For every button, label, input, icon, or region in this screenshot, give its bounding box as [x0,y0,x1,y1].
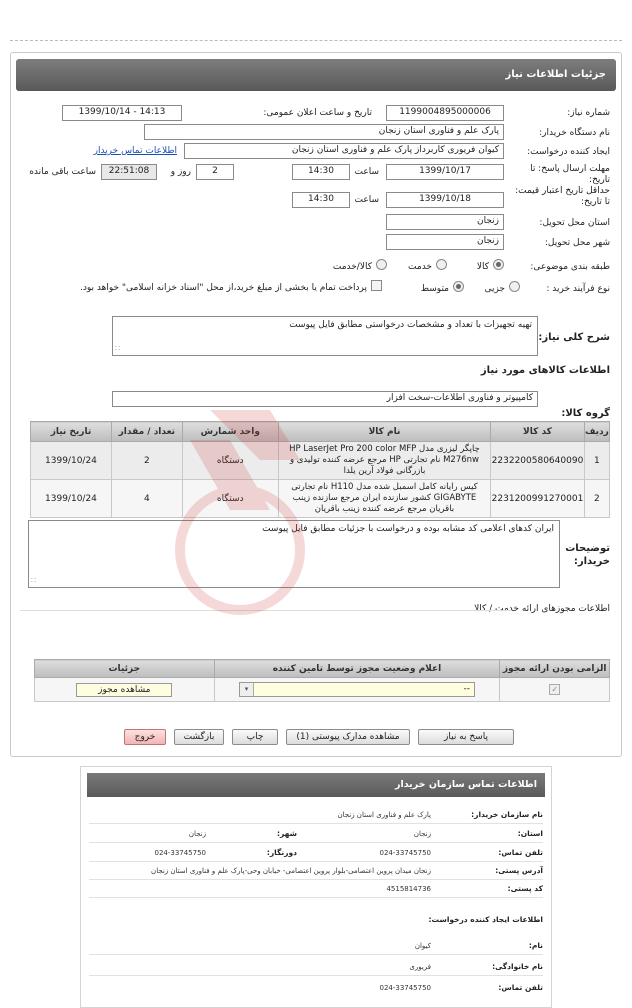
view-permit-button[interactable]: مشاهده مجوز [76,683,172,697]
address-value: زنجان میدان پروین اعتصامی-بلوار پروین اعتصامی- خیابان وحی-پارک علم و فناوری استان زنجان [151,867,431,875]
cell-details [35,678,215,702]
contact-card-header: اطلاعات تماس سازمان خریدار [87,773,545,797]
items-header-row [31,422,610,442]
process-minor-label: جزیی [484,284,505,294]
deadline-time-label: ساعت [354,167,379,177]
announce-field: 1399/10/14 - 14:13 [62,105,182,121]
cell-mandatory [500,678,610,702]
summary-text: تهیه تجهیزات با تعداد و مشخصات درخواستی مطابق فایل پیوست [289,320,532,330]
permits-divider [20,610,512,611]
category-label: طبقه بندی موضوعی: [530,262,610,272]
category-goods-label: کالا [476,262,489,272]
permits-table [34,659,610,702]
buyer-contact-link[interactable]: اطلاعات تماس خریدار [93,146,177,156]
deadline-time-field: 14:30 [292,164,350,180]
col-row: ردیف [584,422,609,442]
org-value: پارک علم و فناوری استان زنجان [337,811,431,819]
days-label: روز و [170,167,191,177]
deadline-label: مهلت ارسال پاسخ: تا تاریخ: [530,164,610,185]
validity-time-field: 14:30 [292,192,350,208]
col-unit: واحد شمارش [182,422,278,442]
cell-code: 2231200991270001 [491,480,585,518]
divider [89,842,543,843]
category-both-label: کالا/خدمت [332,262,372,272]
divider [89,861,543,862]
phone-label: تلفن تماس: [498,848,543,857]
city-label: شهر: [277,829,297,838]
permits-title: اطلاعات مجوزهای ارائه خدمت / کالا [474,604,610,614]
buyer-org-label: نام دستگاه خریدار: [539,128,610,138]
table-row [31,442,610,480]
col-details: جزئیات [35,660,215,678]
cell-row: 1 [584,442,609,480]
city-label: شهر محل تحویل: [544,238,610,248]
col-qty: تعداد / مقدار [111,422,182,442]
need-number-label: شماره نیاز: [567,108,610,118]
exit-button[interactable]: خروج [124,729,166,745]
announce-label: تاریخ و ساعت اعلان عمومی: [263,108,372,118]
top-divider [10,40,622,41]
remaining-label: ساعت باقی مانده [29,167,96,177]
col-code: کد کالا [491,422,585,442]
status-select-value: -- [463,684,470,694]
goods-group-label: گروه کالا: [561,408,610,419]
back-button[interactable]: بازگشت [174,729,224,745]
print-button[interactable]: چاپ [232,729,278,745]
last-name-value: فریوری [409,963,431,971]
cell-status [214,678,500,702]
fax-label: دورنگار: [266,848,297,857]
validity-time-label: ساعت [354,195,379,205]
first-name-value: کیوان [414,942,431,950]
category-radio-goods[interactable] [493,259,504,270]
table-row [31,480,610,518]
creator-field: کیوان فریوری کاربرداز پارک علم و فناوری استان زنجان [184,143,504,159]
buyer-notes-label: توضیحات خریدار: [565,543,610,567]
cell-date: 1399/10/24 [31,480,112,518]
remaining-time-field: 22:51:08 [101,164,157,180]
summary-label: شرح کلی نیاز: [538,332,610,343]
divider [89,879,543,880]
category-radio-both[interactable] [376,259,387,270]
creator-phone-value: 024-33745750 [379,984,431,992]
buyer-contact-card [80,766,552,1008]
creator-label: ایجاد کننده درخواست: [527,147,610,157]
province-label: استان: [517,829,543,838]
col-mandatory: الزامی بودن ارائه مجوز [500,660,610,678]
treasury-checkbox[interactable] [371,280,382,291]
items-table [30,421,610,518]
panel-header: جزئیات اطلاعات نیاز [16,59,616,91]
divider [89,897,543,898]
first-name-label: نام: [528,941,543,950]
buyer-org-field: پارک علم و فناوری استان زنجان [144,124,504,140]
resize-handle-icon[interactable]: ∷ [115,344,121,353]
table-row [35,678,610,702]
need-number-field: 1199004895000006 [386,105,504,121]
org-label: نام سازمان خریدار: [471,810,543,819]
deadline-date-field: 1399/10/17 [386,164,504,180]
city-value: زنجان [188,830,206,838]
process-medium-label: متوسط [420,284,449,294]
cell-code: 2232200580640090 [491,442,585,480]
buyer-notes-text: ایران کدهای اعلامی کد مشابه بوده و درخواست با جزئیات مطابق فایل پیوست [262,524,554,534]
process-radio-minor[interactable] [509,281,520,292]
cell-qty: 4 [111,480,182,518]
province-label: استان محل تحویل: [539,218,610,228]
attachments-button[interactable]: مشاهده مدارک پیوستی (1) [286,729,410,745]
address-label: آدرس پستی: [495,866,543,875]
mandatory-checkbox: ✓ [549,684,560,695]
process-radio-medium[interactable] [453,281,464,292]
cell-name: چاپگر لیزری مدل HP LaserJet Pro 200 color MFP M276nw نام تجارتی HP مرجع عرضه کننده تولیدی و بازرگانی فولاد آرین یلدا [278,442,490,480]
col-name: نام کالا [278,422,490,442]
process-label: نوع فرآیند خرید : [546,284,610,294]
validity-label: حداقل تاریخ اعتبار قیمت: تا تاریخ: [515,186,610,207]
validity-date-field: 1399/10/18 [386,192,504,208]
cell-row: 2 [584,480,609,518]
cell-unit: دستگاه [182,442,278,480]
creator-phone-label: تلفن تماس: [498,983,543,992]
goods-info-title: اطلاعات کالاهای مورد نیاز [480,365,610,376]
last-name-label: نام خانوادگی: [492,962,543,971]
cell-qty: 2 [111,442,182,480]
col-status: اعلام وضعیت مجوز توسط تامین کننده [214,660,500,678]
province-field: زنجان [386,214,504,230]
permits-header-row [35,660,610,678]
chevron-down-icon[interactable]: ▾ [240,683,254,696]
goods-group-field: کامپیوتر و فناوری اطلاعات-سخت افزار [112,391,538,407]
category-service-label: خدمت [408,262,432,272]
resize-handle-icon[interactable]: ∷ [31,576,37,585]
cell-date: 1399/10/24 [31,442,112,480]
summary-textarea [112,316,538,356]
divider [89,975,543,976]
reply-button[interactable]: پاسخ به نیاز [418,729,514,745]
creator-info-title: اطلاعات ایجاد کننده درخواست: [428,915,543,924]
postal-label: کد پستی: [507,884,543,893]
province-value: زنجان [413,830,431,838]
status-select[interactable] [239,682,475,697]
cell-unit: دستگاه [182,480,278,518]
buyer-notes-textarea [28,520,560,588]
fax-value: 024-33745750 [154,849,206,857]
cell-name: کیس رایانه کامل اسمبل شده مدل H110 نام تجارتی GIGABYTE کشور سازنده ایران مرجع سازنده زینب باقریان مرجع عرضه کننده زینب باقریان [278,480,490,518]
city-field: زنجان [386,234,504,250]
divider [89,823,543,824]
col-date: تاریخ نیاز [31,422,112,442]
category-radio-service[interactable] [436,259,447,270]
postal-value: 4515814736 [386,885,431,893]
payment-note: پرداخت تمام یا بخشی از مبلغ خرید،از محل "اسناد خزانه اسلامی" خواهد بود. [79,283,367,293]
divider [89,954,543,955]
phone-value: 024-33745750 [379,849,431,857]
days-field: 2 [196,164,234,180]
